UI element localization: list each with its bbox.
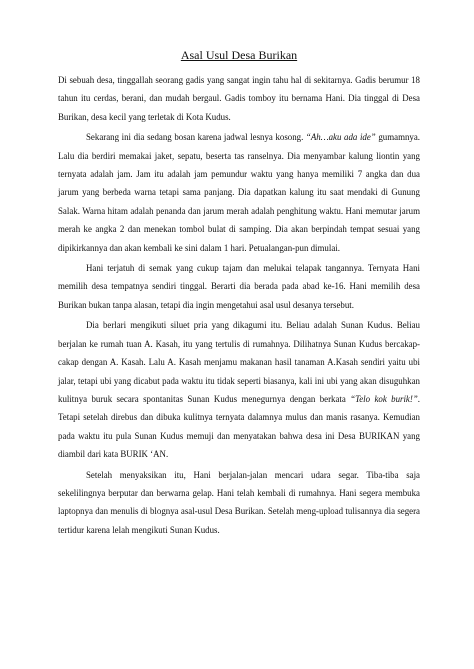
paragraph-1-text: Di sebuah desa, tinggallah seorang gadis yang sangat ingin tahu hal di sekitarnya. Gadis berumur 18 tahun itu cerdas, berani, dan mudah bergaul. Gadis tomboy itu bernama Hani. Dia tinggal di Desa Burikan, desa kecil yang terletak di Kota Kudus.: [58, 75, 420, 122]
paragraph-4-text-b: . Tetapi setelah direbus dan dibuka kulitnya ternyata dalamnya mulus dan manis rasanya. Kemudian pada waktu itu pula Sunan Kudus memuji dan menyatakan bahwa desa ini Desa BURIKAN yang diambil dari kata BURIK ‘AN.: [58, 393, 420, 460]
paragraph-4-text-a: Dia berlari mengikuti siluet pria yang dikagumi itu. Beliau adalah Sunan Kudus. Beliau berjalan ke rumah tuan A. Kasah, itu yang tertulis di rumahnya. Dilihatnya Sunan Kudus bercakap-cakap dengan A. Kasah. Lalu A. Kasah menjamu makanan hasil tanaman A.Kasah sendiri yaitu ubi jalar, tetapi ubi yang dicabut pada waktu itu tidak seperti biasanya, kali ini ubi yang akan disuguhkan kulitnya buruk secara spontanitas Sunan Kudus menegurnya dengan berkata: [58, 320, 420, 404]
paragraph-5: [58, 466, 420, 540]
paragraph-5-text: Setelah menyaksikan itu, Hani berjalan-jalan mencari udara segar. Tiba-tiba saja sekelilingnya berputar dan berwarna gelap. Hani telah kembali di rumahnya. Hani segera membuka laptopnya dan menulis di blognya asal-usul Desa Burikan. Setelah meng-upload tulisannya dia segera tertidur karena lelah mengikuti Sunan Kudus.: [58, 469, 420, 535]
paragraph-4: [58, 316, 420, 463]
paragraph-3-text: Hani terjatuh di semak yang cukup tajam dan melukai telapak tangannya. Ternyata Hani memilih desa tempatnya sendiri tinggal. Berarti dia berada pada abad ke-16. Hani memilih desa Burikan bukan tanpa alasan, tetapi dia ingin mengetahui asal usul desanya tersebut.: [58, 263, 420, 310]
paragraph-2-text-b: gumamnya. Lalu dia berdiri memakai jaket, sepatu, beserta tas ranselnya. Dia menyambar kalung liontin yang ternyata adalah jam. Jam itu adalah jam pemundur waktu yang hanya memiliki 7 angka dan dua jarum yang berbeda warna tetapi sama panjang. Dia dapatkan kalung itu saat mendaki di Gunung Salak. Warna hitam adalah penanda dan jarum merah adalah penghitung waktu. Hani memutar jarum merah ke angka 2 dan menekan tombol bulat di samping. Dia akan berpindah tempat sesuai yang dipikirkannya dan akan kembali ke sini dalam 1 hari. Petualangan-pun dimulai.: [58, 132, 420, 253]
paragraph-4-quote: “Telo kok burik!”: [350, 393, 418, 404]
paragraph-2-text-a: Sekarang ini dia sedang bosan karena jadwal lesnya kosong.: [86, 132, 306, 143]
paragraph-2: [58, 128, 420, 257]
paragraph-1: [58, 71, 420, 126]
paragraph-3: [58, 259, 420, 314]
document-title: Asal Usul Desa Burikan: [180, 48, 298, 62]
document-page: [58, 48, 420, 541]
paragraph-2-quote: “Ah…aku ada ide”: [305, 132, 376, 143]
